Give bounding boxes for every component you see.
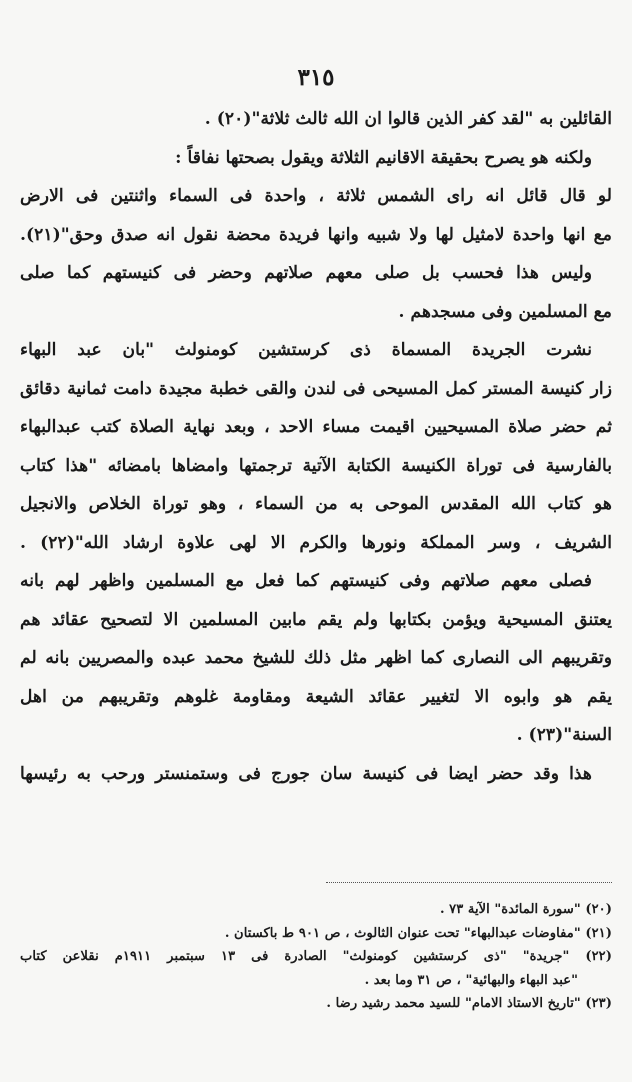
footnote-20: (٢٠) "سورة المائدة" الآية ٧٣ . bbox=[439, 902, 612, 917]
footnote-divider bbox=[326, 882, 612, 883]
footnotes bbox=[20, 898, 612, 1016]
footnote-23: (٢٣) "تاريخ الاستاذ الامام" للسيد محمد رشيد رضا . bbox=[326, 996, 612, 1011]
text-line: هذا وقد حضر ايضا فى كنيسة سان جورج فى وستمنستر ورحب به رئيسها bbox=[20, 763, 592, 784]
text-line: ثم حضر صلاة المسيحيين اقيمت مساء الاحد ، وبعد نهاية الصلاة كتب عبدالبهاء bbox=[20, 417, 612, 437]
text-line: وتقريبهم الى النصارى كما اظهر مثل ذلك للشيخ محمد عبده والمصريين بانه لم bbox=[20, 648, 612, 668]
footnote-22-continued: "عبد البهاء والبهائية" ، ص ٣١ وما بعد . bbox=[364, 972, 578, 988]
text-line: لو قال قائل انه راى الشمس ثلاثة ، واحدة فى السماء واثنتين فى الارض bbox=[20, 186, 612, 206]
text-line: ولكنه هو يصرح بحقيقة الاقانيم الثلاثة ويقول بصحتها نفاقاً : bbox=[175, 147, 592, 168]
text-line: نشرت الجريدة المسماة ذى كرستشين كومنولث "بان عبد البهاء bbox=[20, 340, 592, 360]
page-number: ٣١٥ bbox=[297, 64, 335, 91]
text-line: مع المسلمين وفى مسجدهم . bbox=[398, 301, 612, 322]
text-line: يقم هو وابوه الا لتغيير عقائد الشيعة ومقاومة غلوهم وتقريبهم من اهل bbox=[20, 686, 612, 707]
footnote-21: (٢١) "مفاوضات عبدالبهاء" تحت عنوان الثالوث ، ص ٩٠١ ط باكستان . bbox=[224, 925, 612, 941]
body-text bbox=[20, 100, 612, 793]
text-line: السنة"(٢٣) . bbox=[516, 725, 612, 745]
text-line: مع انها واحدة لامثيل لها ولا شبيه وانها فريدة محضة نقول انه صدق وحق"(٢١). bbox=[20, 224, 612, 245]
text-line: بالفارسية فى توراة الكنيسة الكتابة الآتية ترجمتها وامضاها بامضائه "هذا كتاب bbox=[20, 455, 612, 476]
text-line: الشريف ، وسر المملكة ونورها والكرم الا لهى علاوة ارشاد الله"(٢٢) . bbox=[20, 532, 612, 553]
text-line: وليس هذا فحسب بل صلى معهم صلاتهم وحضر فى كنيستهم كما صلى bbox=[20, 263, 592, 283]
text-line: زار كنيسة المستر كمل المسيحى فى لندن والقى خطبة مجيدة دامت ثمانية دقائق bbox=[20, 378, 612, 399]
text-line: القائلين به "لقد كفر الذين قالوا ان الله ثالث ثلاثة"(٢٠) . bbox=[204, 109, 612, 129]
text-line: يعتنق المسيحية ويؤمن بكتابها ولم يقم مابين المسلمين الا لتصحيح عقائد هم bbox=[20, 609, 612, 630]
text-line: فصلى معهم صلاتهم وفى كنيستهم كما فعل مع المسلمين واظهر لهم بانه bbox=[20, 571, 592, 591]
text-line: هو كتاب الله المقدس الموحى به من السماء ، وهو توراة الخلاص والانجيل bbox=[20, 494, 612, 514]
footnote-22: (٢٢) "جريدة" "ذى كرستشين كومنولث" الصادرة فى ١٣ سبتمبر ١٩١١م نقلاعن كتاب bbox=[20, 949, 612, 964]
